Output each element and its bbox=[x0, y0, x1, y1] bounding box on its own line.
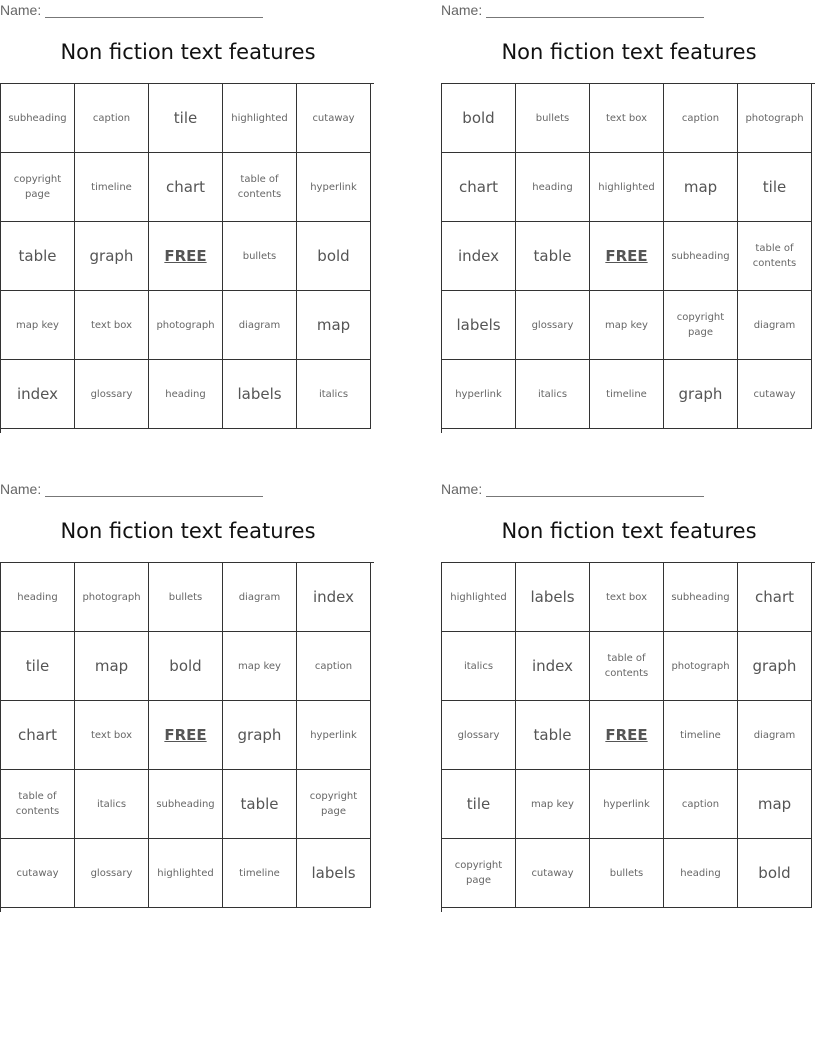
cell-label: subheading bbox=[8, 112, 67, 124]
bingo-cell bbox=[149, 839, 223, 908]
bingo-cell bbox=[738, 563, 812, 632]
bingo-cell bbox=[442, 632, 516, 701]
cell-label: highlighted bbox=[598, 181, 655, 193]
bingo-cell bbox=[664, 291, 738, 360]
bingo-cell bbox=[75, 222, 149, 291]
cell-label: heading bbox=[165, 388, 206, 400]
cell-label: bold bbox=[462, 108, 495, 127]
cell-label: index bbox=[312, 587, 355, 606]
cell-label: hyperlink bbox=[310, 729, 357, 741]
cell-label: photograph bbox=[156, 319, 215, 331]
bingo-cell bbox=[738, 84, 812, 153]
cell-label: table bbox=[533, 725, 572, 744]
cell-label: heading bbox=[532, 181, 573, 193]
cell-label: caption bbox=[681, 798, 720, 810]
cell-label: copyright page bbox=[676, 312, 725, 338]
cell-label: caption bbox=[681, 112, 720, 124]
cell-label: tile bbox=[173, 108, 198, 127]
bingo-cell bbox=[516, 291, 590, 360]
bingo-cell bbox=[738, 632, 812, 701]
cell-label: chart bbox=[166, 177, 205, 196]
cell-label: glossary bbox=[90, 867, 133, 879]
bingo-cell bbox=[590, 632, 664, 701]
cell-label: timeline bbox=[680, 729, 721, 741]
name-label: Name: bbox=[0, 481, 42, 497]
cell-label: FREE bbox=[605, 725, 648, 744]
cell-label: glossary bbox=[457, 729, 500, 741]
card-title: Non fiction text features bbox=[501, 40, 757, 64]
cell-label: bullets bbox=[535, 112, 570, 124]
bingo-cell bbox=[664, 839, 738, 908]
name-field bbox=[0, 2, 264, 20]
bingo-cell bbox=[442, 291, 516, 360]
bingo-cell bbox=[442, 839, 516, 908]
cell-label: map key bbox=[531, 798, 574, 810]
bingo-cell bbox=[442, 563, 516, 632]
bingo-cell bbox=[664, 563, 738, 632]
bingo-grid bbox=[0, 562, 374, 912]
cell-label: map key bbox=[238, 660, 281, 672]
cell-label: tile bbox=[466, 794, 491, 813]
bingo-cell bbox=[664, 84, 738, 153]
bingo-cell bbox=[590, 153, 664, 222]
bingo-cell bbox=[149, 632, 223, 701]
cell-label: map bbox=[94, 656, 129, 675]
name-line bbox=[486, 17, 704, 18]
bingo-cell bbox=[516, 839, 590, 908]
cell-label: subheading bbox=[671, 250, 730, 262]
bingo-cell bbox=[516, 153, 590, 222]
cell-label: map bbox=[316, 315, 351, 334]
cell-label: FREE bbox=[164, 246, 207, 265]
bingo-cell bbox=[1, 839, 75, 908]
cell-label: table bbox=[533, 246, 572, 265]
bingo-cell bbox=[442, 770, 516, 839]
cell-label: index bbox=[531, 656, 574, 675]
name-label: Name: bbox=[441, 2, 483, 18]
bingo-cell bbox=[738, 360, 812, 429]
bingo-cell bbox=[590, 360, 664, 429]
free-space bbox=[590, 701, 664, 770]
name-field bbox=[441, 481, 705, 499]
bingo-cell bbox=[516, 84, 590, 153]
bingo-cell bbox=[297, 360, 371, 429]
cell-label: highlighted bbox=[157, 867, 214, 879]
cell-label: chart bbox=[18, 725, 57, 744]
bingo-cell bbox=[223, 632, 297, 701]
bingo-cell bbox=[442, 222, 516, 291]
cell-label: glossary bbox=[531, 319, 574, 331]
bingo-cell bbox=[738, 222, 812, 291]
cell-label: index bbox=[16, 384, 59, 403]
cell-label: highlighted bbox=[231, 112, 288, 124]
bingo-cell bbox=[223, 770, 297, 839]
bingo-cell bbox=[75, 360, 149, 429]
cell-label: labels bbox=[530, 587, 575, 606]
bingo-cell bbox=[75, 291, 149, 360]
cell-label: graph bbox=[237, 725, 282, 744]
cell-label: diagram bbox=[753, 729, 796, 741]
cell-label: diagram bbox=[238, 591, 281, 603]
bingo-cell bbox=[223, 222, 297, 291]
bingo-grid bbox=[0, 83, 374, 433]
cell-label: caption bbox=[314, 660, 353, 672]
bingo-cell bbox=[223, 563, 297, 632]
cell-label: index bbox=[457, 246, 500, 265]
bingo-cell bbox=[297, 770, 371, 839]
cell-label: chart bbox=[459, 177, 498, 196]
bingo-cell bbox=[1, 291, 75, 360]
cell-label: diagram bbox=[753, 319, 796, 331]
bingo-cell bbox=[664, 701, 738, 770]
bingo-cell bbox=[223, 360, 297, 429]
cell-label: FREE bbox=[164, 725, 207, 744]
cell-label: bold bbox=[169, 656, 202, 675]
bingo-cell bbox=[149, 84, 223, 153]
bingo-cell bbox=[75, 701, 149, 770]
bingo-cell bbox=[590, 84, 664, 153]
bingo-cell bbox=[664, 222, 738, 291]
bingo-cell bbox=[590, 563, 664, 632]
bingo-cell bbox=[149, 291, 223, 360]
bingo-grid bbox=[441, 562, 815, 912]
cell-label: copyright page bbox=[454, 860, 503, 886]
bingo-cell bbox=[1, 563, 75, 632]
cell-label: caption bbox=[92, 112, 131, 124]
cell-label: map key bbox=[16, 319, 59, 331]
cell-label: text box bbox=[91, 729, 132, 741]
cell-label: diagram bbox=[238, 319, 281, 331]
bingo-cell bbox=[590, 839, 664, 908]
name-field bbox=[441, 2, 705, 20]
cell-label: map bbox=[683, 177, 718, 196]
cell-label: bold bbox=[317, 246, 350, 265]
cell-label: labels bbox=[311, 863, 356, 882]
cell-label: chart bbox=[755, 587, 794, 606]
name-line bbox=[45, 17, 263, 18]
cell-label: table of contents bbox=[15, 791, 60, 817]
cell-label: labels bbox=[456, 315, 501, 334]
bingo-cell bbox=[1, 360, 75, 429]
bingo-cell bbox=[297, 222, 371, 291]
cell-label: graph bbox=[752, 656, 797, 675]
cell-label: text box bbox=[606, 591, 647, 603]
bingo-cell bbox=[149, 563, 223, 632]
bingo-cell bbox=[738, 770, 812, 839]
cell-label: heading bbox=[680, 867, 721, 879]
bingo-cell bbox=[442, 360, 516, 429]
bingo-cell bbox=[223, 84, 297, 153]
cell-label: hyperlink bbox=[455, 388, 502, 400]
bingo-cell bbox=[738, 701, 812, 770]
bingo-cell bbox=[297, 839, 371, 908]
free-space bbox=[149, 701, 223, 770]
bingo-cell bbox=[442, 701, 516, 770]
cell-label: FREE bbox=[605, 246, 648, 265]
bingo-cell bbox=[223, 839, 297, 908]
bingo-cell bbox=[75, 563, 149, 632]
cell-label: hyperlink bbox=[310, 181, 357, 193]
bingo-cell bbox=[738, 291, 812, 360]
cell-label: bullets bbox=[609, 867, 644, 879]
bingo-cell bbox=[297, 701, 371, 770]
cell-label: tile bbox=[25, 656, 50, 675]
bingo-cell bbox=[1, 222, 75, 291]
cell-label: timeline bbox=[606, 388, 647, 400]
cell-label: timeline bbox=[91, 181, 132, 193]
cell-label: heading bbox=[17, 591, 58, 603]
bingo-cell bbox=[664, 153, 738, 222]
bingo-cell bbox=[297, 291, 371, 360]
bingo-cell bbox=[297, 84, 371, 153]
card-title: Non fiction text features bbox=[60, 40, 316, 64]
cell-label: table bbox=[18, 246, 57, 265]
bingo-cell bbox=[664, 632, 738, 701]
cell-label: table of contents bbox=[604, 653, 649, 679]
card-title: Non fiction text features bbox=[60, 519, 316, 543]
bingo-cell bbox=[75, 632, 149, 701]
cell-label: text box bbox=[91, 319, 132, 331]
cell-label: glossary bbox=[90, 388, 133, 400]
bingo-cell bbox=[738, 839, 812, 908]
cell-label: cutaway bbox=[531, 867, 574, 879]
bingo-cell bbox=[442, 153, 516, 222]
bingo-cell bbox=[297, 563, 371, 632]
cell-label: subheading bbox=[671, 591, 730, 603]
bingo-cell bbox=[75, 84, 149, 153]
cell-label: bold bbox=[758, 863, 791, 882]
cell-label: italics bbox=[318, 388, 349, 400]
cell-label: photograph bbox=[82, 591, 141, 603]
cell-label: cutaway bbox=[312, 112, 355, 124]
cell-label: cutaway bbox=[753, 388, 796, 400]
cell-label: text box bbox=[606, 112, 647, 124]
bingo-cell bbox=[149, 153, 223, 222]
bingo-cell bbox=[516, 632, 590, 701]
bingo-cell bbox=[738, 153, 812, 222]
cell-label: map bbox=[757, 794, 792, 813]
free-space bbox=[590, 222, 664, 291]
bingo-cell bbox=[442, 84, 516, 153]
cell-label: table of contents bbox=[752, 243, 797, 269]
cell-label: table bbox=[240, 794, 279, 813]
cell-label: tile bbox=[762, 177, 787, 196]
cell-label: hyperlink bbox=[603, 798, 650, 810]
name-field bbox=[0, 481, 264, 499]
cell-label: graph bbox=[678, 384, 723, 403]
bingo-cell bbox=[297, 153, 371, 222]
bingo-cell bbox=[590, 291, 664, 360]
bingo-cell bbox=[149, 360, 223, 429]
bingo-cell bbox=[75, 839, 149, 908]
bingo-cell bbox=[516, 360, 590, 429]
bingo-cell bbox=[516, 563, 590, 632]
cell-label: timeline bbox=[239, 867, 280, 879]
bingo-cell bbox=[1, 770, 75, 839]
bingo-cell bbox=[516, 701, 590, 770]
cell-label: table of contents bbox=[237, 174, 282, 200]
cell-label: labels bbox=[237, 384, 282, 403]
bingo-cell bbox=[1, 632, 75, 701]
bingo-cell bbox=[223, 153, 297, 222]
cell-label: graph bbox=[89, 246, 134, 265]
cell-label: map key bbox=[605, 319, 648, 331]
cell-label: bullets bbox=[242, 250, 277, 262]
bingo-cell bbox=[664, 770, 738, 839]
name-line bbox=[486, 496, 704, 497]
bingo-cell bbox=[664, 360, 738, 429]
free-space bbox=[149, 222, 223, 291]
card-title: Non fiction text features bbox=[501, 519, 757, 543]
bingo-grid bbox=[441, 83, 815, 433]
name-label: Name: bbox=[441, 481, 483, 497]
cell-label: photograph bbox=[671, 660, 730, 672]
bingo-cell bbox=[75, 153, 149, 222]
name-label: Name: bbox=[0, 2, 42, 18]
bingo-cell bbox=[75, 770, 149, 839]
name-line bbox=[45, 496, 263, 497]
cell-label: italics bbox=[463, 660, 494, 672]
cell-label: italics bbox=[96, 798, 127, 810]
cell-label: italics bbox=[537, 388, 568, 400]
bingo-cell bbox=[223, 291, 297, 360]
cell-label: subheading bbox=[156, 798, 215, 810]
cell-label: bullets bbox=[168, 591, 203, 603]
bingo-cell bbox=[1, 701, 75, 770]
cell-label: highlighted bbox=[450, 591, 507, 603]
cell-label: copyright page bbox=[13, 174, 62, 200]
bingo-cell bbox=[516, 222, 590, 291]
bingo-cell bbox=[1, 84, 75, 153]
cell-label: cutaway bbox=[16, 867, 59, 879]
cell-label: copyright page bbox=[309, 791, 358, 817]
bingo-cell bbox=[149, 770, 223, 839]
cell-label: photograph bbox=[745, 112, 804, 124]
bingo-cell bbox=[223, 701, 297, 770]
bingo-cell bbox=[516, 770, 590, 839]
bingo-cell bbox=[297, 632, 371, 701]
bingo-cell bbox=[590, 770, 664, 839]
bingo-cell bbox=[1, 153, 75, 222]
